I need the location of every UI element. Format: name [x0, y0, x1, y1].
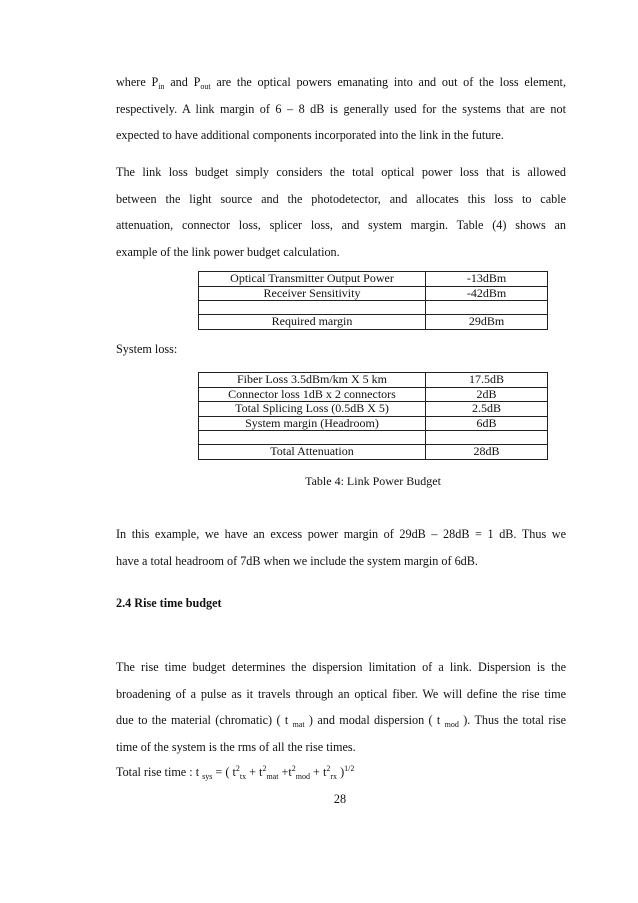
table-cell	[426, 301, 548, 315]
text-line: example of the link power budget calculation.	[116, 244, 340, 259]
text-line: time of the system is the rms of all the rise times.	[116, 739, 356, 754]
text-line: between the light source and the photodetector, and allocates this loss to cable	[116, 191, 566, 206]
table-cell	[426, 431, 548, 445]
text-line: attenuation, connector loss, splicer loss, and system margin. Table (4) shows an	[116, 218, 566, 232]
text-line: The rise time budget determines the dispersion limitation of a link. Dispersion is the	[116, 660, 566, 674]
table-cell	[199, 431, 426, 445]
table-cell: Optical Transmitter Output Power	[199, 272, 426, 287]
text-line: broadening of a pulse as it travels through an optical fiber. We will define the rise time	[116, 686, 566, 701]
text-line: expected to have additional components incorporated into the link in the future.	[116, 128, 504, 142]
text-line: where $P_{in}$ and $P_{out}$ are the optical powers emanating into and out of the loss element,	[116, 75, 566, 91]
table-row	[199, 272, 548, 287]
power-budget-table	[198, 271, 548, 330]
text-line: respectively. A link margin of 6 – 8 dB is generally used for the systems that are not	[116, 101, 566, 116]
table-cell: 29dBm	[426, 315, 548, 330]
table-row	[199, 402, 548, 417]
paragraph-excess-margin	[116, 521, 566, 574]
table-row	[199, 387, 548, 402]
table-cell: Receiver Sensitivity	[199, 286, 426, 301]
table-row	[199, 301, 548, 315]
paragraph-rise-time	[116, 654, 566, 760]
table-row	[199, 431, 548, 445]
rise-time-formula: Total rise time : t $_{sys}$ = ( $t^2_{tx} + t^2_{mat} +t^2_{mod} + t^2_{rx}$ )$^{1/2}$	[116, 764, 355, 781]
text-line: have a total headroom of 7dB when we include the system margin of 6dB.	[116, 553, 478, 568]
table-cell: Fiber Loss 3.5dBm/km X 5 km	[199, 373, 426, 388]
page-number: 28	[333, 792, 347, 806]
text-line: due to the material (chromatic) ( t $_{mat}$ ) and modal dispersion ( t $_{mod}$ ). Thus the total rise	[116, 713, 566, 729]
paragraph-link-loss-budget	[116, 159, 566, 265]
section-heading: 2.4 Rise time budget	[116, 596, 222, 610]
table-cell: 2.5dB	[426, 402, 548, 417]
table-row	[199, 373, 548, 388]
table-row	[199, 286, 548, 301]
table-cell: 28dB	[426, 445, 548, 460]
table-caption: Table 4: Link Power Budget	[305, 474, 441, 488]
table-cell: 2dB	[426, 387, 548, 402]
table-cell: 17.5dB	[426, 373, 548, 388]
table-cell: -13dBm	[426, 272, 548, 287]
table-cell: 6dB	[426, 416, 548, 431]
text-line: The link loss budget simply considers the total optical power loss that is allowed	[116, 165, 566, 179]
table-cell: Total Attenuation	[199, 445, 426, 460]
table-cell: Total Splicing Loss (0.5dB X 5)	[199, 402, 426, 417]
paragraph-loss-element	[116, 69, 566, 149]
text-line: In this example, we have an excess power margin of 29dB – 28dB = 1 dB. Thus we	[116, 527, 566, 541]
system-loss-table	[198, 372, 548, 460]
table-cell	[199, 301, 426, 315]
table-row	[199, 445, 548, 460]
table-cell: -42dBm	[426, 286, 548, 301]
table-cell: Required margin	[199, 315, 426, 330]
system-loss-label: System loss:	[116, 342, 178, 356]
table-row	[199, 416, 548, 431]
table-cell: System margin (Headroom)	[199, 416, 426, 431]
table-row	[199, 315, 548, 330]
table-cell: Connector loss 1dB x 2 connectors	[199, 387, 426, 402]
